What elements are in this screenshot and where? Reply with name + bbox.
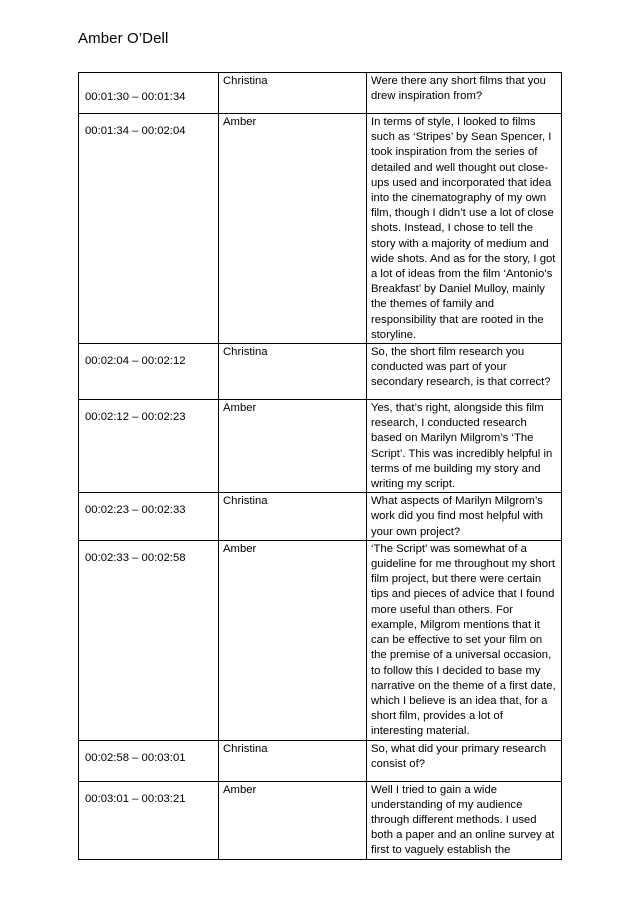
table-row [79,400,562,493]
page-header-name: Amber O’Dell [78,30,169,47]
table-row [79,740,562,781]
timestamp-cell: 00:03:01 – 00:03:21 [79,781,219,859]
speaker-cell: Christina [219,740,367,781]
speaker-cell: Christina [219,344,367,400]
timestamp-cell: 00:01:30 – 00:01:34 [79,73,219,114]
timestamp-cell: 00:02:04 – 00:02:12 [79,344,219,400]
dialogue-cell: Well I tried to gain a wide understanding of my audience through different methods. I used both a paper and an online survey at first to vaguely establish the [367,781,562,859]
speaker-cell: Amber [219,781,367,859]
dialogue-cell: ‘The Script’ was somewhat of a guideline for me throughout my short film project, but there were certain tips and pieces of advice that I found more useful than others. For example, Milgrom mentions that it can be effective to set your film on the premise of a universal occasion, to follow this I decided to base my narrative on the theme of a first date, which I believe is an idea that, for a short film, provides a lot of interesting material. [367,540,562,740]
dialogue-cell: What aspects of Marilyn Milgrom’s work did you find most helpful with your own project? [367,493,562,541]
table-row [79,493,562,541]
table-row [79,344,562,400]
speaker-cell: Christina [219,73,367,114]
speaker-cell: Amber [219,540,367,740]
dialogue-cell: Yes, that’s right, alongside this film research, I conducted research based on Marilyn Milgrom’s ‘The Script’. This was incredibly helpful in terms of me building my story and writing my script. [367,400,562,493]
dialogue-cell: Were there any short films that you drew inspiration from? [367,73,562,114]
transcript-table [78,72,562,860]
timestamp-cell: 00:01:34 – 00:02:04 [79,114,219,344]
speaker-cell: Amber [219,400,367,493]
speaker-cell: Christina [219,493,367,541]
table-row [79,73,562,114]
table-row [79,114,562,344]
dialogue-cell: So, what did your primary research consist of? [367,740,562,781]
timestamp-cell: 00:02:12 – 00:02:23 [79,400,219,493]
timestamp-cell: 00:02:33 – 00:02:58 [79,540,219,740]
timestamp-cell: 00:02:23 – 00:02:33 [79,493,219,541]
timestamp-cell: 00:02:58 – 00:03:01 [79,740,219,781]
table-row [79,540,562,740]
dialogue-cell: In terms of style, I looked to films such as ‘Stripes’ by Sean Spencer, I took inspiration from the series of detailed and well thought out close-ups used and incorporated that idea into the cinematography of my own film, though I didn’t use a lot of close shots. Instead, I chose to tell the story with a majority of medium and wide shots. And as for the story, I got a lot of ideas from the film ‘Antonio’s Breakfast’ by Daniel Mulloy, mainly the themes of family and responsibility that are rooted in the storyline. [367,114,562,344]
speaker-cell: Amber [219,114,367,344]
dialogue-cell: So, the short film research you conducted was part of your secondary research, is that correct? [367,344,562,400]
table-row [79,781,562,859]
